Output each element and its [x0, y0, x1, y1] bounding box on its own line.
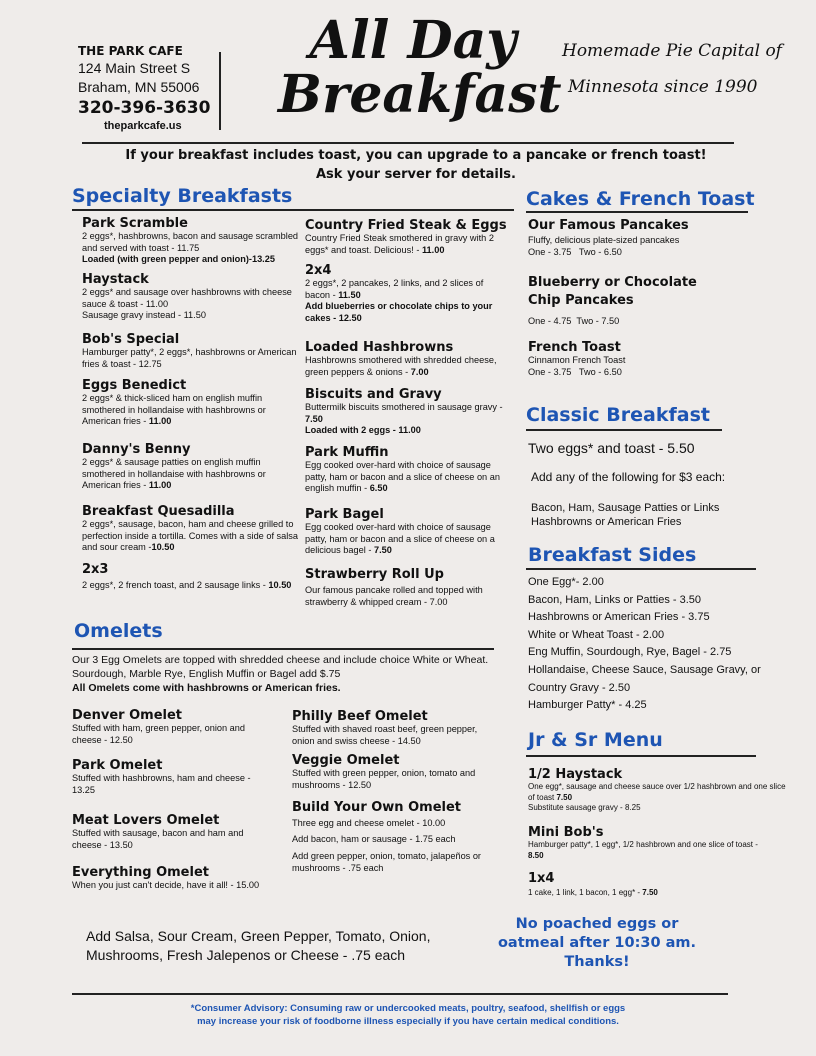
- cakes-title: Cakes & French Toast: [526, 188, 755, 210]
- item-name: Haystack: [82, 272, 149, 287]
- classic-title: Classic Breakfast: [526, 404, 710, 426]
- item-price: One - 3.75 Two - 6.50: [528, 246, 622, 257]
- item-name: 2x4: [305, 263, 332, 278]
- specialty-right-column: [305, 218, 510, 608]
- item-name: Our Famous Pancakes: [528, 218, 689, 233]
- item-desc: Stuffed with hashbrowns, ham and cheese - 13.25: [72, 773, 251, 795]
- address-line2: Braham, MN 55006: [78, 79, 200, 95]
- consumer-advisory: [60, 1002, 756, 1028]
- item-name: Park Scramble: [82, 216, 188, 231]
- item-name: Breakfast Quesadilla: [82, 504, 235, 519]
- item-desc: Stuffed with shaved roast beef, green pepper, onion and swiss cheese - 14.50: [292, 724, 478, 746]
- tagline-line1: Homemade Pie Capital of: [562, 41, 782, 61]
- menu-item: [82, 442, 300, 504]
- menu-item: [305, 445, 510, 507]
- header-divider: [219, 52, 221, 130]
- item-price: One - 4.75 Two - 7.50: [528, 316, 620, 326]
- item-name: Denver Omelet: [72, 708, 182, 723]
- item-name: Mini Bob's: [528, 825, 604, 840]
- item-extra: Substitute sausage gravy - 8.25: [528, 803, 641, 812]
- notice-line2: Ask your server for details.: [316, 167, 516, 182]
- notice-line3: Thanks!: [564, 954, 630, 970]
- menu-item: [528, 871, 790, 899]
- item-extra: Loaded with 2 eggs - 11.00: [305, 425, 421, 435]
- notice-line2: oatmeal after 10:30 am.: [497, 935, 697, 951]
- item-name: Philly Beef Omelet: [292, 709, 428, 724]
- tagline: [562, 40, 802, 98]
- item-desc: Stuffed with green pepper, onion, tomato and mushrooms - 12.50: [292, 768, 476, 790]
- item-price: 8.50: [528, 850, 544, 860]
- menu-item: [528, 767, 790, 825]
- list-item: Hollandaise, Cheese Sauce, Sausage Gravy, or: [528, 663, 761, 676]
- title-line2: Breakfast: [278, 64, 562, 125]
- item-desc: 1 cake, 1 link, 1 bacon, 1 egg* -: [528, 888, 643, 897]
- sides-rule: [526, 568, 756, 570]
- notice-line1: No poached eggs or: [515, 916, 679, 932]
- advisory-line2: may increase your risk of foodborne illness especially if you have certain medical conditions.: [197, 1016, 619, 1027]
- item-name: Bob's Special: [82, 332, 180, 347]
- menu-item: [305, 507, 510, 567]
- menu-item: [292, 800, 492, 874]
- cakes-rule: [526, 211, 748, 213]
- jrsr-title: Jr & Sr Menu: [528, 729, 663, 751]
- item-desc: Add green pepper, onion, tomato, jalapeños or mushrooms - .75 each: [292, 851, 481, 873]
- item-name: Meat Lovers Omelet: [72, 813, 220, 828]
- jrsr-rule: [526, 755, 756, 757]
- list-item: One Egg*- 2.00: [528, 576, 604, 588]
- specialty-title: Specialty Breakfasts: [72, 185, 293, 207]
- no-poached-notice: [486, 915, 708, 972]
- item-price: 11.00: [148, 416, 172, 426]
- item-desc: Country Fried Steak smothered in gravy with 2 eggs* and toast. Delicious! -: [305, 233, 494, 255]
- item-price: 11.00: [148, 480, 172, 490]
- item-desc: Hashbrowns smothered with shredded cheese, green peppers & onions -: [305, 355, 497, 377]
- item-name: Everything Omelet: [72, 865, 209, 880]
- menu-item: [72, 865, 272, 892]
- item-desc: 2 eggs*, 2 pancakes, 2 links, and 2 slices of bacon -: [305, 278, 484, 300]
- item-name: 1/2 Haystack: [528, 767, 623, 782]
- item-desc: When you just can't decide, have it all! - 15.00: [72, 880, 260, 890]
- menu-item: [82, 562, 300, 592]
- item-desc: Stuffed with ham, green pepper, onion and cheese - 12.50: [72, 723, 245, 745]
- cakes-list: [528, 218, 788, 378]
- sides-list: [528, 576, 798, 717]
- phone-number: 320-396-3630: [78, 98, 211, 118]
- item-price: 6.50: [369, 483, 388, 493]
- menu-item: [528, 340, 788, 378]
- specialty-rule: [72, 209, 514, 211]
- menu-item: [82, 216, 300, 272]
- specialty-left-column: [82, 216, 300, 592]
- toast-upgrade-notice: [60, 146, 772, 184]
- menu-item: [82, 378, 300, 442]
- item-desc: 2 eggs* and sausage over hashbrowns with cheese sauce & toast - 11.00: [82, 287, 292, 309]
- menu-item: [292, 753, 492, 800]
- item-desc: Hamburger patty*, 2 eggs*, hashbrowns or American fries & toast - 12.75: [82, 347, 297, 369]
- item-name: Strawberry Roll Up: [305, 567, 444, 582]
- omelets-title: Omelets: [74, 620, 163, 642]
- item-desc: One egg*, sausage and cheese sauce over 1/2 hashbrown and one slice of toast: [528, 782, 786, 802]
- list-item: Country Gravy - 2.50: [528, 681, 631, 694]
- item-desc: Stuffed with sausage, bacon and ham and cheese - 13.50: [72, 828, 244, 850]
- advisory-line1: *Consumer Advisory: Consuming raw or undercooked meats, poultry, seafood, shellfish or eggs: [190, 1003, 626, 1014]
- title-line1: All Day: [309, 10, 517, 71]
- menu-item: [305, 340, 510, 387]
- item-price: 7.50: [373, 545, 392, 555]
- item-desc: Hamburger patty*, 1 egg*, 1/2 hashbrown and one slice of toast -: [528, 840, 758, 849]
- menu-item: [82, 272, 300, 332]
- item-name: Veggie Omelet: [292, 753, 400, 768]
- menu-item: [72, 708, 272, 758]
- menu-title: [278, 10, 562, 125]
- classic-rule: [526, 429, 722, 431]
- tagline-line2: Minnesota since 1990: [568, 77, 758, 97]
- item-desc: Cinnamon French Toast: [528, 355, 626, 365]
- omelets-intro-bold: All Omelets come with hashbrowns or American fries.: [72, 682, 341, 694]
- item-desc: Three egg and cheese omelet - 10.00: [292, 818, 446, 828]
- item-name: 1x4: [528, 871, 555, 886]
- menu-item: [82, 332, 300, 378]
- item-price: 10.50: [268, 580, 292, 590]
- item-desc: Egg cooked over-hard with choice of sausage patty, ham or bacon and a slice of cheese on a delicious bagel -: [305, 522, 495, 555]
- list-item: Bacon, Ham, Links or Patties - 3.50: [528, 593, 702, 606]
- item-price: 7.50: [305, 413, 323, 424]
- list-item: Eng Muffin, Sourdough, Rye, Bagel - 2.75: [528, 646, 732, 659]
- item-name: Eggs Benedict: [82, 378, 187, 393]
- classic-main: Two eggs* and toast - 5.50: [528, 440, 695, 456]
- item-name: French Toast: [528, 340, 621, 355]
- item-name: Park Bagel: [305, 507, 384, 522]
- menu-item: [528, 825, 790, 871]
- item-name: Park Muffin: [305, 445, 389, 460]
- omelets-right-column: [292, 709, 492, 874]
- item-price: 7.00: [410, 366, 429, 377]
- item-price: 7.50: [556, 792, 573, 802]
- footer-rule: [72, 993, 728, 995]
- website: theparkcafe.us: [104, 120, 182, 132]
- item-desc: Egg cooked over-hard with choice of sausage patty, ham or bacon and a slice of cheese on an english muffin -: [305, 460, 500, 493]
- item-name: Biscuits and Gravy: [305, 387, 442, 402]
- omelets-left-column: [72, 708, 272, 892]
- item-desc: 2 eggs*, sausage, bacon, ham and cheese grilled to perfection inside a tortilla. Comes with a side of salsa and sour cream -: [82, 519, 299, 552]
- item-desc: 2 eggs*, 2 french toast, and 2 sausage links -: [82, 580, 269, 590]
- menu-item: [528, 274, 788, 340]
- item-price: One - 3.75 Two - 6.50: [528, 366, 622, 377]
- item-name: Build Your Own Omelet: [292, 800, 461, 815]
- omelets-intro: [72, 653, 504, 695]
- item-desc: 2 eggs* & thick-sliced ham on english muffin smothered in hollandaise with hashbrowns or American fries -: [82, 393, 266, 426]
- omelet-addons: Add Salsa, Sour Cream, Green Pepper, Tomato, Onion, Mushrooms, Fresh Jalepenos or Cheese - .75 each: [86, 928, 431, 963]
- item-price: 11.00: [421, 244, 445, 255]
- menu-item: [72, 758, 272, 813]
- item-desc: Our famous pancake rolled and topped with strawberry & whipped cream - 7.00: [305, 585, 483, 607]
- item-desc: 2 eggs* & sausage patties on english muffin smothered in hollandaise with hashbrowns or American fries -: [82, 457, 266, 490]
- menu-item: [72, 813, 272, 865]
- menu-item: [82, 504, 300, 562]
- menu-item: [528, 218, 788, 274]
- item-name: Blueberry or Chocolate Chip Pancakes: [528, 275, 697, 308]
- item-name: Danny's Benny: [82, 442, 191, 457]
- omelets-rule: [72, 648, 494, 650]
- item-desc: 2 eggs*, hashbrowns, bacon and sausage scrambled and served with toast - 11.75: [82, 231, 299, 253]
- cafe-info: [78, 44, 218, 132]
- item-price: 7.50: [642, 888, 658, 897]
- item-desc: Buttermilk biscuits smothered in sausage gravy -: [305, 402, 503, 412]
- item-name: 2x3: [82, 562, 109, 577]
- item-price: 11.50: [338, 289, 361, 300]
- item-desc: Fluffy, delicious plate-sized pancakes: [528, 235, 680, 245]
- header-rule: [82, 142, 734, 144]
- omelets-intro-text: Our 3 Egg Omelets are topped with shredded cheese and include choice White or Wheat. Sourdough, Marble Rye, English Muffin or Bagel add $.75: [72, 654, 489, 680]
- menu-item: [305, 218, 510, 263]
- classic-add-heading: Add any of the following for $3 each:: [531, 470, 726, 484]
- notice-line1: If your breakfast includes toast, you can upgrade to a pancake or french toast!: [125, 148, 707, 163]
- item-extra: Add blueberries or chocolate chips to your cakes - 12.50: [305, 301, 493, 323]
- item-name: Park Omelet: [72, 758, 163, 773]
- cafe-name: THE PARK CAFE: [78, 44, 183, 58]
- menu-item: [305, 263, 510, 340]
- jrsr-list: [528, 767, 790, 899]
- menu-item: [305, 567, 510, 608]
- menu-item: [292, 709, 492, 753]
- item-price: 10.50: [151, 542, 175, 552]
- sides-title: Breakfast Sides: [528, 544, 697, 566]
- item-name: Loaded Hashbrowns: [305, 340, 454, 355]
- item-desc: Add bacon, ham or sausage - 1.75 each: [292, 833, 456, 844]
- item-name: Country Fried Steak & Eggs: [305, 218, 507, 233]
- list-item: White or Wheat Toast - 2.00: [528, 628, 665, 641]
- classic-add-items: Bacon, Ham, Sausage Patties or Links Hashbrowns or American Fries: [531, 502, 720, 528]
- item-extra: Sausage gravy instead - 11.50: [82, 310, 206, 320]
- address-line1: 124 Main Street S: [78, 60, 191, 76]
- list-item: Hashbrowns or American Fries - 3.75: [528, 611, 710, 624]
- list-item: Hamburger Patty* - 4.25: [528, 699, 647, 712]
- item-extra: Loaded (with green pepper and onion)-13.25: [82, 254, 275, 264]
- menu-item: [305, 387, 510, 445]
